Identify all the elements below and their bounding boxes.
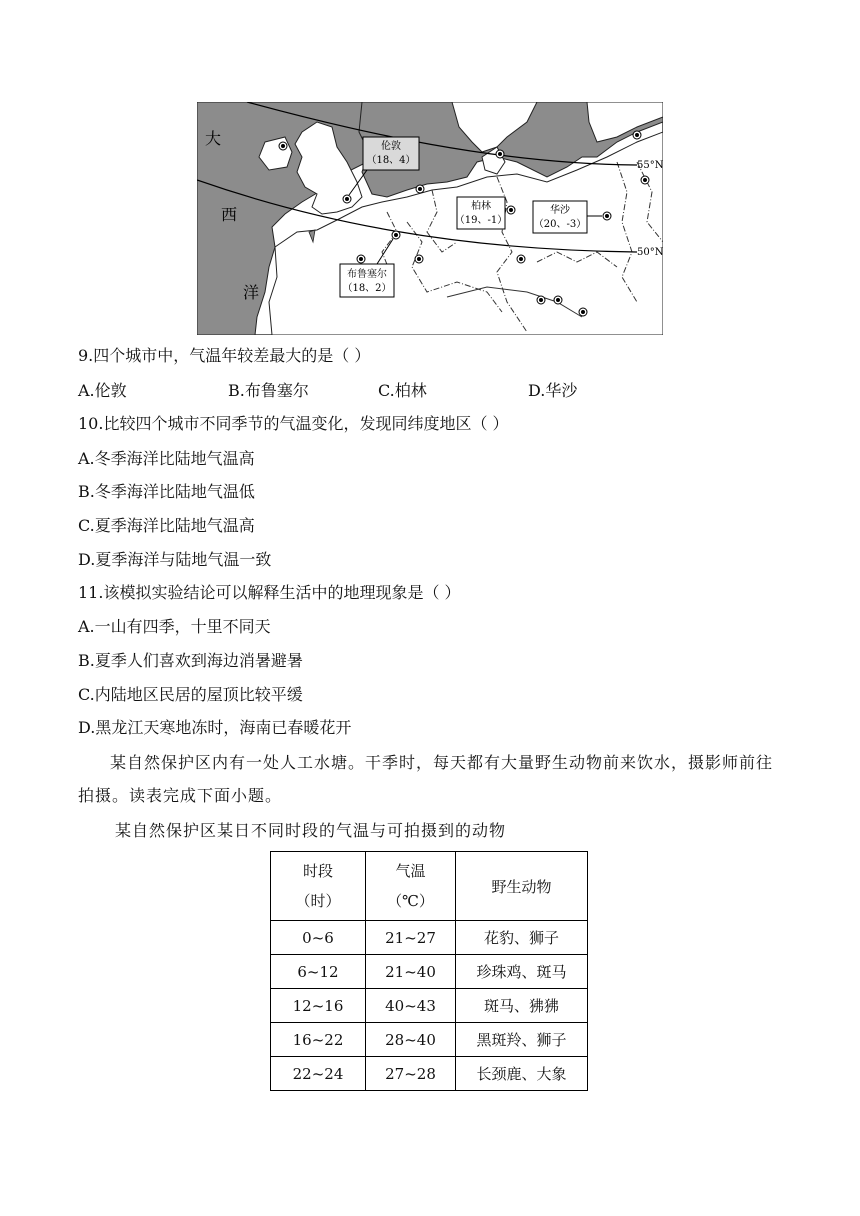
table-row — [271, 989, 588, 1023]
cell-temperature: 40~43 — [366, 989, 456, 1023]
q10-option-d[interactable]: D.夏季海洋与陆地气温一致 — [78, 550, 272, 569]
lat-label-50: 50°N — [637, 247, 663, 258]
cell-temperature: 21~27 — [366, 921, 456, 955]
cell-animals: 斑马、狒狒 — [456, 989, 588, 1023]
sea-label-yang: 洋 — [243, 283, 260, 302]
cell-temperature: 21~40 — [366, 955, 456, 989]
cell-animals: 珍珠鸡、斑马 — [456, 955, 588, 989]
q10-option-b[interactable]: B.冬季海洋比陆地气温低 — [78, 482, 255, 501]
table-row — [271, 1057, 588, 1091]
q10-option-a[interactable]: A.冬季海洋比陆地气温高 — [78, 449, 255, 468]
animal-temperature-table — [270, 851, 588, 1091]
city-values-london: （18、4） — [366, 155, 416, 166]
table-row — [271, 955, 588, 989]
q11-option-d[interactable]: D.黑龙江天寒地冻时，海南已春暖花开 — [78, 718, 352, 737]
cell-period: 22~24 — [271, 1057, 366, 1091]
cell-period: 0~6 — [271, 921, 366, 955]
q11-option-a[interactable]: A.一山有四季，十里不同天 — [78, 617, 271, 636]
city-values-brussels: （18、2） — [342, 283, 392, 294]
cell-period: 16~22 — [271, 1023, 366, 1057]
q11-option-c[interactable]: C.内陆地区民居的屋顶比较平缓 — [78, 685, 303, 704]
lat-label-55: 55°N — [637, 160, 663, 171]
city-name-warsaw: 华沙 — [550, 205, 570, 216]
q9-options — [0, 381, 860, 401]
city-name-london: 伦敦 — [381, 141, 401, 152]
q9-option-a[interactable]: A.伦敦 — [78, 381, 127, 400]
q10-option-c[interactable]: C.夏季海洋比陆地气温高 — [78, 516, 255, 535]
sea-label-xi: 西 — [221, 205, 238, 224]
q10-stem: 10.比较四个城市不同季节的气温变化，发现同纬度地区（ ） — [78, 414, 509, 433]
header-animals: 野生动物 — [456, 852, 588, 921]
q9-option-d[interactable]: D.华沙 — [528, 381, 578, 400]
city-values-warsaw: （20、-3） — [533, 219, 587, 230]
q11-option-b[interactable]: B.夏季人们喜欢到海边消暑避暑 — [78, 651, 303, 670]
q9-option-b[interactable]: B.布鲁塞尔 — [228, 381, 309, 400]
q11-stem: 11.该模拟实验结论可以解释生活中的地理现象是（ ） — [78, 583, 461, 602]
cell-temperature: 28~40 — [366, 1023, 456, 1057]
table-row — [271, 921, 588, 955]
europe-climate-map — [197, 102, 663, 335]
sea-label-da: 大 — [205, 129, 222, 148]
cell-animals: 花豹、狮子 — [456, 921, 588, 955]
cell-temperature: 27~28 — [366, 1057, 456, 1091]
cell-period: 12~16 — [271, 989, 366, 1023]
q9-stem: 9.四个城市中，气温年较差最大的是（ ） — [78, 346, 371, 365]
header-temperature: 气温 （℃） — [366, 852, 456, 921]
city-name-berlin: 柏林 — [471, 201, 491, 212]
q9-option-c[interactable]: C.柏林 — [378, 381, 427, 400]
cell-period: 6~12 — [271, 955, 366, 989]
table-row — [271, 1023, 588, 1057]
header-period: 时段 （时） — [271, 852, 366, 921]
cell-animals: 黑斑羚、狮子 — [456, 1023, 588, 1057]
table-header-row — [271, 852, 588, 921]
cell-animals: 长颈鹿、大象 — [456, 1057, 588, 1091]
city-name-brussels: 布鲁塞尔 — [347, 269, 387, 280]
city-values-berlin: （19、-1） — [454, 215, 508, 226]
table-caption: 某自然保护区某日不同时段的气温与可拍摄到的动物 — [115, 821, 507, 840]
passage-text: 某自然保护区内有一处人工水塘。干季时，每天都有大量野生动物前来饮水，摄影师前往拍摄。读表完成下面小题。 — [78, 753, 774, 805]
